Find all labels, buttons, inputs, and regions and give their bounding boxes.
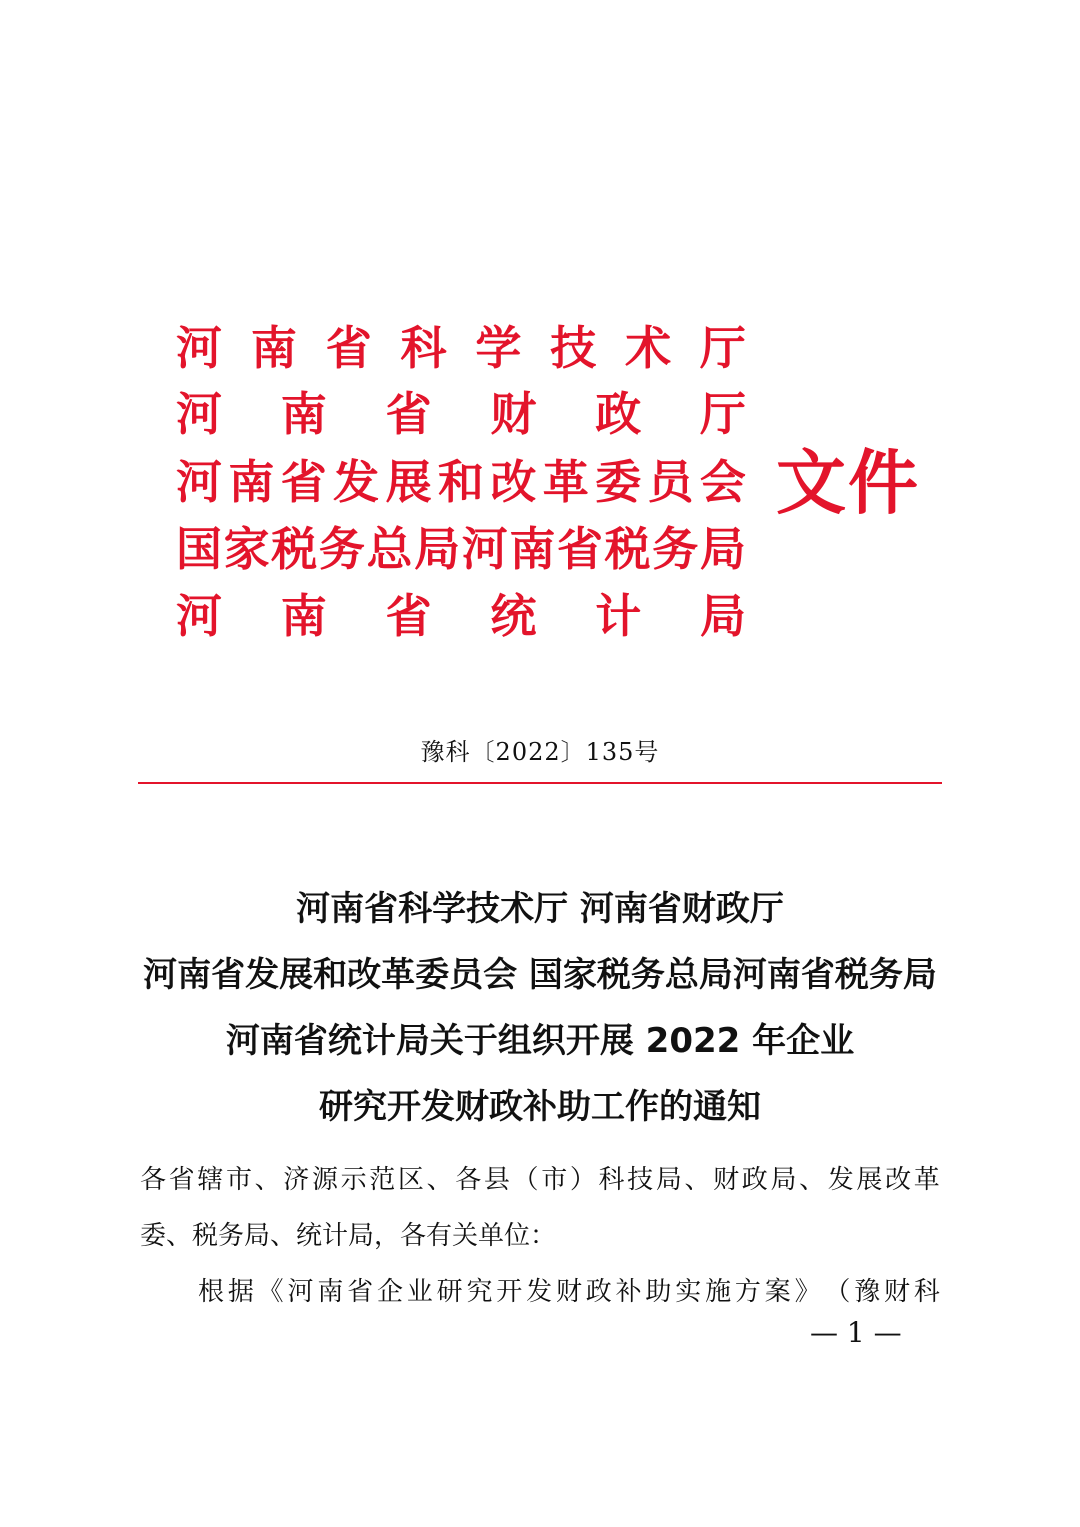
- issuer-header: [176, 318, 920, 648]
- glyph: 务: [318, 522, 365, 576]
- glyph: 展: [385, 455, 432, 509]
- issuer-name: [176, 519, 746, 579]
- glyph: 河: [176, 455, 222, 509]
- glyph: 南: [280, 387, 327, 441]
- glyph: 》: [794, 1277, 821, 1307]
- glyph: 政: [741, 1165, 768, 1195]
- glyph: 省: [325, 321, 372, 375]
- glyph: 案: [764, 1277, 791, 1307]
- glyph: 区: [397, 1165, 424, 1195]
- glyph: 局: [770, 1165, 797, 1195]
- issuer-name: [176, 586, 746, 646]
- glyph: 发: [827, 1165, 854, 1195]
- paragraph-line: [140, 1264, 940, 1320]
- glyph: 会: [699, 455, 746, 509]
- issuer-name: [176, 318, 746, 378]
- glyph: 财: [713, 1165, 740, 1195]
- glyph: 南: [317, 1277, 344, 1307]
- glyph: 统: [490, 589, 537, 643]
- glyph: 实: [675, 1277, 702, 1307]
- glyph: 总: [366, 522, 413, 576]
- glyph: 省: [347, 1277, 374, 1307]
- glyph: 员: [647, 455, 694, 509]
- red-separator-line: [138, 782, 942, 784]
- glyph: 南: [280, 589, 327, 643]
- glyph: 国: [176, 522, 222, 576]
- glyph: 展: [856, 1165, 883, 1195]
- document-body: [140, 1152, 940, 1320]
- glyph: 辖: [197, 1165, 224, 1195]
- page-number: — 1 —: [810, 1316, 902, 1349]
- glyph: 助: [645, 1277, 672, 1307]
- glyph: 财: [490, 387, 537, 441]
- glyph: 南: [228, 455, 275, 509]
- glyph: 政: [585, 1277, 612, 1307]
- glyph: 、: [799, 1165, 826, 1195]
- glyph: 技: [550, 321, 597, 375]
- glyph: 市: [225, 1165, 252, 1195]
- glyph: 局: [699, 589, 746, 643]
- glyph: 局: [414, 522, 461, 576]
- glyph: 省: [168, 1165, 195, 1195]
- addressee-line: [140, 1152, 940, 1208]
- glyph: 究: [466, 1277, 493, 1307]
- glyph: 企: [376, 1277, 403, 1307]
- glyph: 省: [385, 387, 432, 441]
- glyph: 县: [483, 1165, 510, 1195]
- glyph: 河: [176, 387, 222, 441]
- glyph: 革: [542, 455, 589, 509]
- title-line: 河南省科学技术厅 河南省财政厅: [296, 889, 784, 929]
- glyph: 发: [526, 1277, 553, 1307]
- glyph: 税: [271, 522, 318, 576]
- glyph: 省: [280, 455, 327, 509]
- glyph: 、: [254, 1165, 281, 1195]
- glyph: 局: [655, 1165, 682, 1195]
- glyph: 和: [437, 455, 484, 509]
- glyph: 河: [176, 589, 222, 643]
- document-suffix: 文件: [776, 442, 920, 524]
- document-number: 豫科〔2022〕135号: [420, 738, 660, 766]
- glyph: 省: [385, 589, 432, 643]
- glyph: 改: [490, 455, 537, 509]
- glyph: 计: [595, 589, 642, 643]
- glyph: 各: [140, 1165, 167, 1195]
- document-title: [100, 876, 980, 1140]
- glyph: 市: [541, 1165, 568, 1195]
- glyph: 研: [436, 1277, 463, 1307]
- glyph: （: [824, 1277, 851, 1307]
- title-line: 研究开发财政补助工作的通知: [319, 1087, 761, 1127]
- glyph: 务: [652, 522, 699, 576]
- glyph: 开: [496, 1277, 523, 1307]
- glyph: 局: [699, 522, 746, 576]
- glyph: 术: [625, 321, 672, 375]
- glyph: 范: [369, 1165, 396, 1195]
- glyph: 厅: [699, 321, 746, 375]
- glyph: 各: [455, 1165, 482, 1195]
- glyph: 科: [598, 1165, 625, 1195]
- glyph: 发: [333, 455, 380, 509]
- addressee-line: 委、税务局、统计局，各有关单位：: [140, 1221, 557, 1251]
- title-line: 河南省统计局关于组织开展 2022 年企业: [225, 1021, 855, 1061]
- glyph: ）: [569, 1165, 596, 1195]
- glyph: 南: [250, 321, 297, 375]
- glyph: 《: [257, 1277, 284, 1307]
- glyph: 省: [557, 522, 603, 576]
- glyph: 家: [223, 522, 270, 576]
- glyph: 根: [198, 1277, 225, 1307]
- glyph: 委: [595, 455, 642, 509]
- glyph: 河: [287, 1277, 314, 1307]
- title-line: 河南省发展和改革委员会 国家税务总局河南省税务局: [143, 955, 937, 995]
- glyph: 改: [885, 1165, 912, 1195]
- glyph: 示: [340, 1165, 367, 1195]
- glyph: 科: [400, 321, 447, 375]
- glyph: 据: [227, 1277, 254, 1307]
- glyph: 方: [734, 1277, 761, 1307]
- glyph: 南: [509, 522, 556, 576]
- glyph: 补: [615, 1277, 642, 1307]
- glyph: 、: [684, 1165, 711, 1195]
- glyph: 技: [627, 1165, 654, 1195]
- issuer-name: [176, 384, 746, 444]
- glyph: 业: [406, 1277, 433, 1307]
- glyph: 施: [705, 1277, 732, 1307]
- glyph: 源: [311, 1165, 338, 1195]
- glyph: 革: [913, 1165, 940, 1195]
- glyph: 、: [426, 1165, 453, 1195]
- issuer-name: [176, 452, 746, 512]
- glyph: 政: [595, 387, 642, 441]
- glyph: （: [512, 1165, 539, 1195]
- glyph: 财: [555, 1277, 582, 1307]
- glyph: 税: [604, 522, 651, 576]
- glyph: 学: [475, 321, 522, 375]
- glyph: 科: [913, 1277, 940, 1307]
- glyph: 河: [176, 321, 222, 375]
- glyph: 济: [283, 1165, 310, 1195]
- glyph: 厅: [699, 387, 746, 441]
- glyph: 财: [884, 1277, 911, 1307]
- glyph: 豫: [854, 1277, 881, 1307]
- glyph: 河: [461, 522, 508, 576]
